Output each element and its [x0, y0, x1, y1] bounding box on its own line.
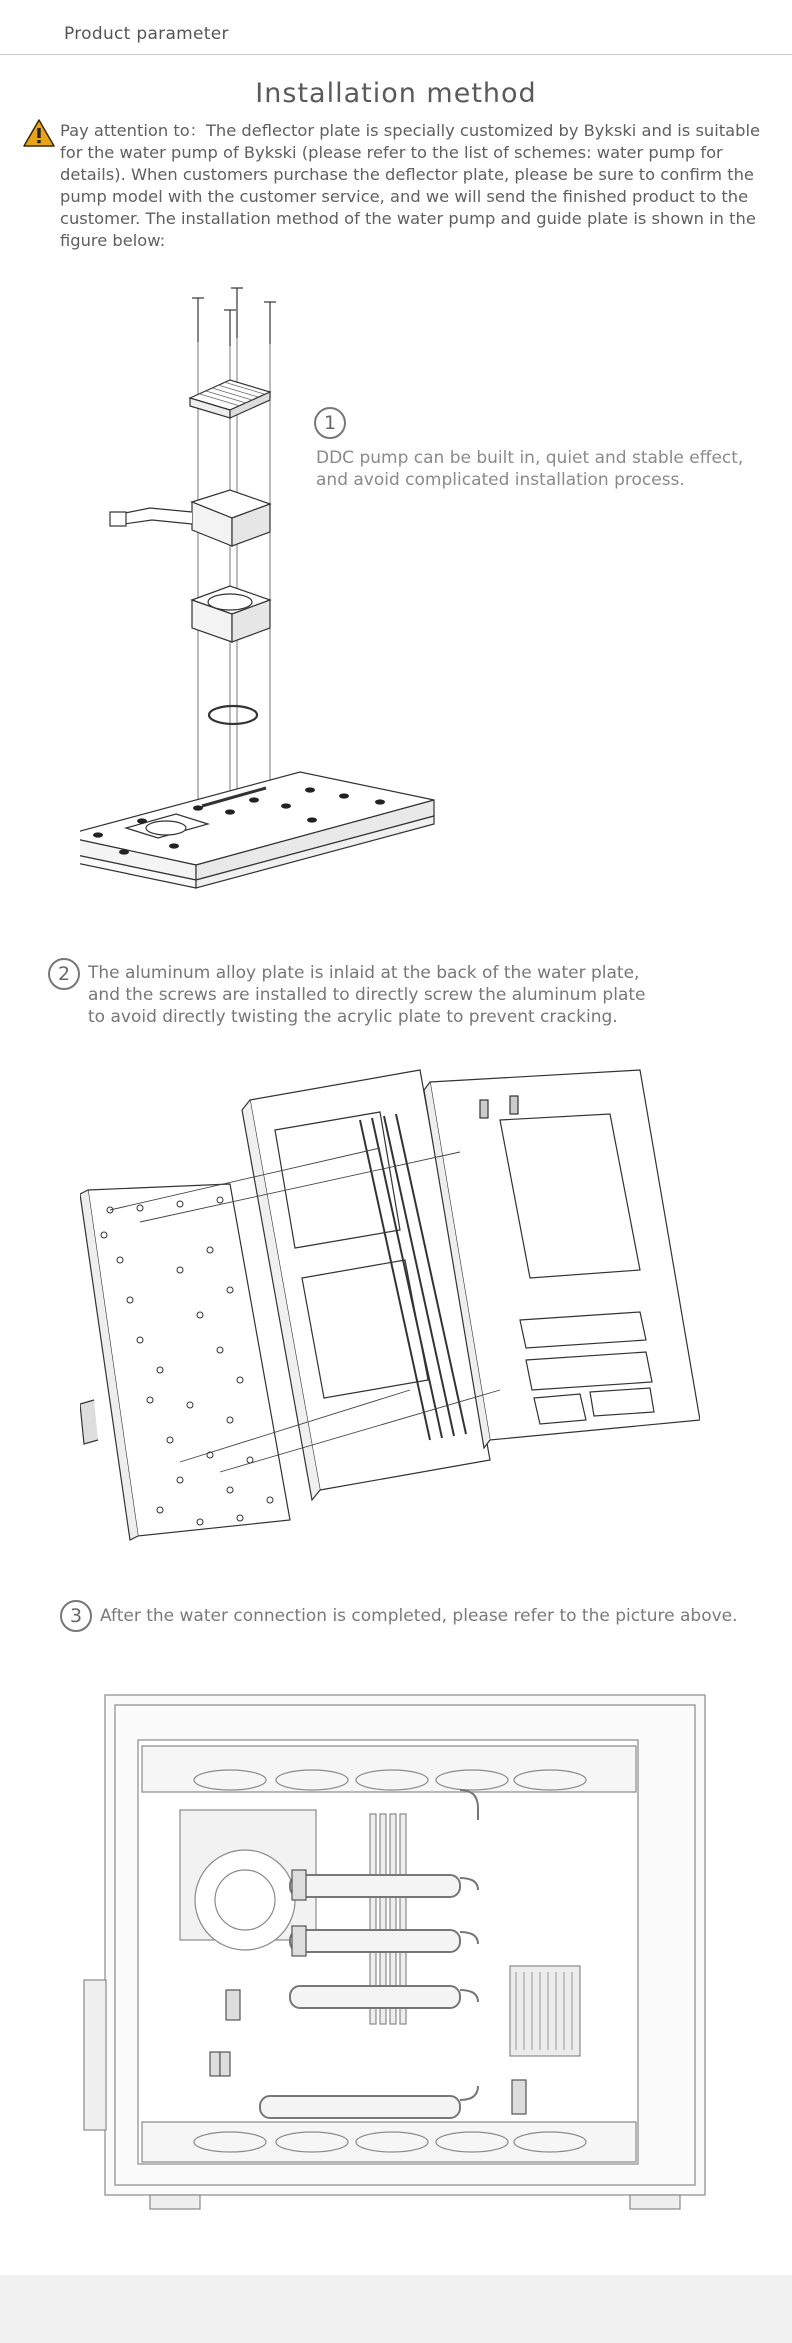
pump-motor	[110, 490, 270, 546]
pump-exploded-diagram	[80, 280, 460, 910]
o-ring	[209, 706, 257, 724]
screws	[192, 288, 276, 346]
section-title: Installation method	[255, 78, 537, 109]
pump-housing	[192, 586, 270, 642]
step-1-number: 1	[314, 407, 346, 439]
pump-heatsink-installed	[510, 1966, 580, 2056]
header-title: Product parameter	[64, 24, 229, 44]
aluminum-plate-diagram	[80, 1060, 700, 1570]
pump-heatsink	[190, 380, 270, 418]
step-3-number: 3	[60, 1600, 92, 1632]
notice-text: Pay attention to：The deflector plate is specially customized by Bykski and is suitable for the water pump of Bykski (please refer to the list of schemes: water pump for details). When customers purchase the deflector plate, please be sure to confirm the pump model with the customer service, and we will send the finished product to the customer. The installation method of the water pump and guide plate is shown in the figure below:	[60, 121, 761, 250]
header-bar	[0, 0, 792, 55]
step-2-number: 2	[48, 958, 80, 990]
guide-plate	[80, 772, 434, 888]
footer-band	[0, 2275, 792, 2343]
step-3-text: After the water connection is completed, please refer to the picture above.	[100, 1606, 738, 1626]
chassis-assembly-diagram	[80, 1690, 720, 2250]
warning-triangle-icon	[22, 118, 56, 148]
water-plate	[80, 1184, 290, 1540]
bottom-fans	[142, 2122, 636, 2162]
top-radiator	[142, 1746, 636, 1792]
step-2-text: The aluminum alloy plate is inlaid at the back of the water plate, and the screws are installed to directly screw the aluminum plate to avoid directly twisting the acrylic plate to prevent cracking.	[88, 963, 646, 1027]
step-1-text: DDC pump can be built in, quiet and stable effect, and avoid complicated installation process.	[316, 448, 744, 490]
